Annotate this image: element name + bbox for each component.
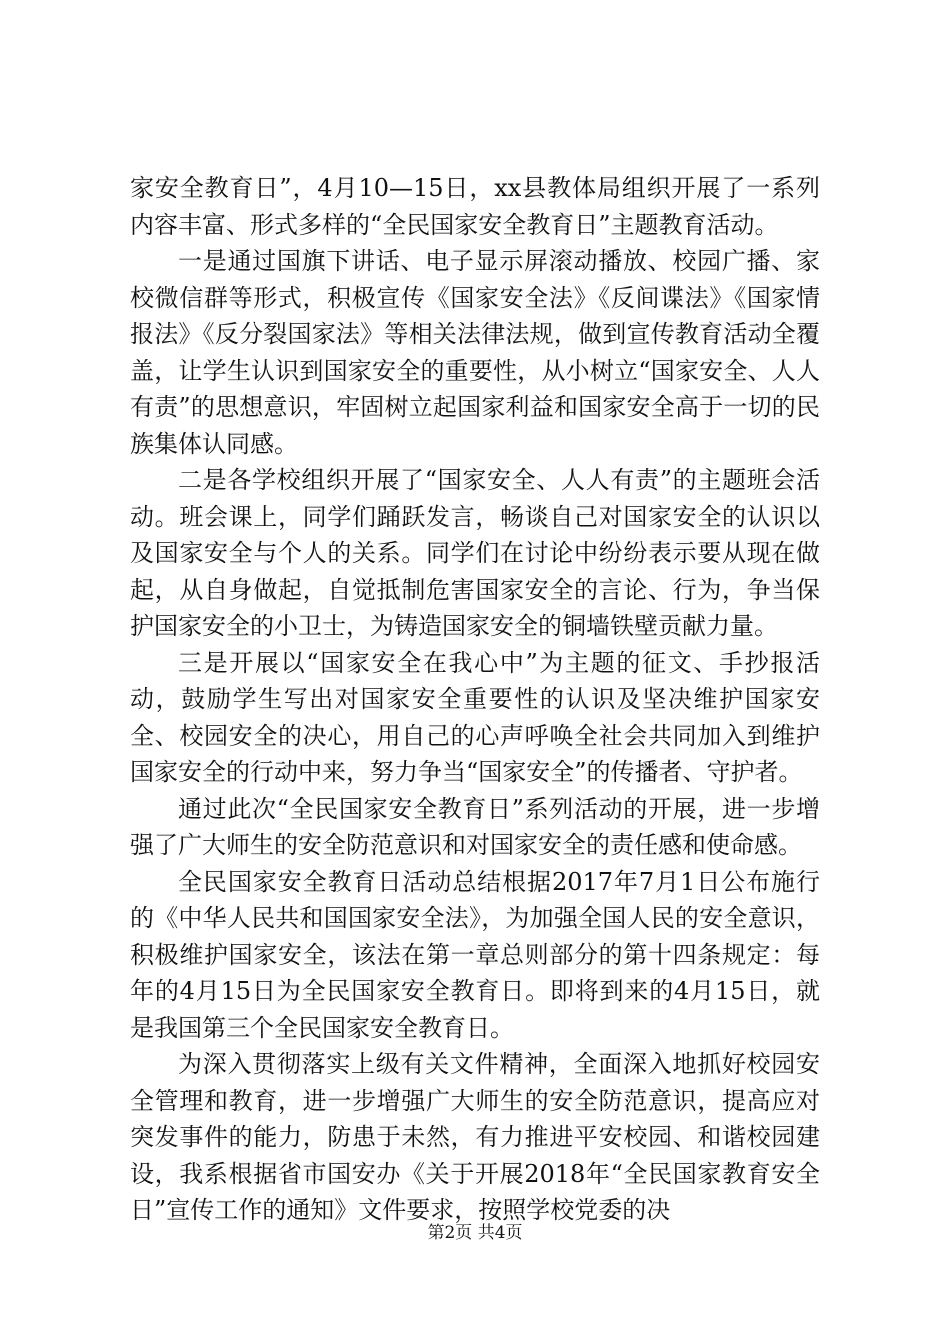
document-body xyxy=(130,170,820,1229)
page-footer: 第2页 共4页 xyxy=(427,1223,523,1243)
paragraph-2: 一是通过国旗下讲话、电子显示屏滚动播放、校园广播、家校微信群等形式，积极宣传《国家安全法》《反间谍法》《国家情报法》《反分裂国家法》等相关法律法规，做到宣传教育活动全覆盖，让学生认识到国家安全的重要性，从小树立“国家安全、人人有责”的思想意识，牢固树立起国家利益和国家安全高于一切的民族集体认同感。 xyxy=(130,247,820,458)
paragraph-3: 二是各学校组织开展了“国家安全、人人有责”的主题班会活动。班会课上，同学们踊跃发言，畅谈自己对国家安全的认识以及国家安全与个人的关系。同学们在讨论中纷纷表示要从现在做起，从自身做起，自觉抵制危害国家安全的言论、行为，争当保护国家安全的小卫士，为铸造国家安全的铜墙铁壁贡献力量。 xyxy=(130,466,820,640)
paragraph-1: 家安全教育日”，4月10—15日，xx县教体局组织开展了一系列内容丰富、形式多样的“全民国家安全教育日”主题教育活动。 xyxy=(130,174,820,239)
paragraph-7: 为深入贯彻落实上级有关文件精神，全面深入地抓好校园安全管理和教育，进一步增强广大师生的安全防范意识，提高应对突发事件的能力，防患于未然，有力推进平安校园、和谐校园建设，我系根据省市国安办《关于开展2018年“全民国家教育安全日”宣传工作的通知》文件要求，按照学校党委的决 xyxy=(130,1050,820,1224)
paragraph-5: 通过此次“全民国家安全教育日”系列活动的开展，进一步增强了广大师生的安全防范意识和对国家安全的责任感和使命感。 xyxy=(130,794,820,859)
paragraph-6: 全民国家安全教育日活动总结根据2017年7月1日公布施行的《中华人民共和国国家安全法》，为加强全国人民的安全意识，积极维护国家安全，该法在第一章总则部分的第十四条规定：每年的4月15日为全民国家安全教育日。即将到来的4月15日，就是我国第三个全民国家安全教育日。 xyxy=(130,867,820,1042)
paragraph-4: 三是开展以“国家安全在我心中”为主题的征文、手抄报活动，鼓励学生写出对国家安全重要性的认识及坚决维护国家安全、校园安全的决心，用自己的心声呼唤全社会共同加入到维护国家安全的行动中来，努力争当“国家安全”的传播者、守护者。 xyxy=(130,648,820,786)
